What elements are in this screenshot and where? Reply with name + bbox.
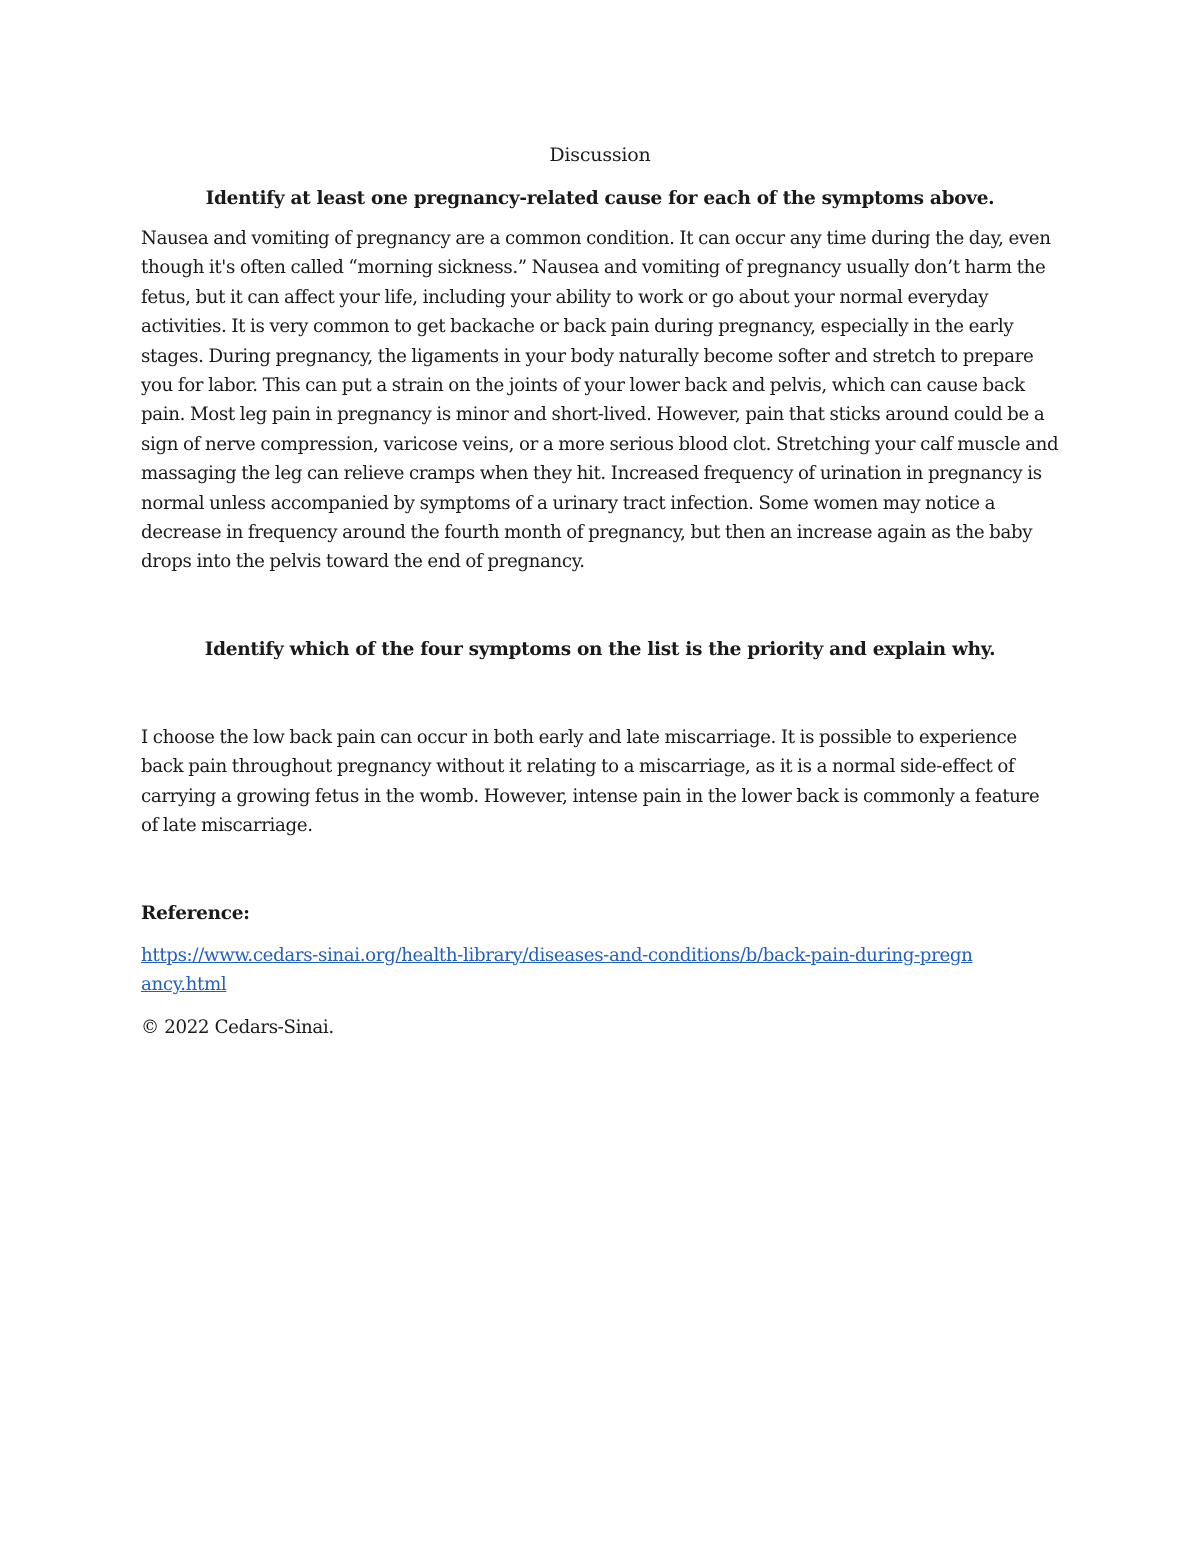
- document-title: Discussion: [549, 144, 651, 166]
- answer-1-paragraph: Nausea and vomiting of pregnancy are a common condition. It can occur any time during the day, even though it's often called “morning sickness.” Nausea and vomiting of pregnancy usually don’t harm the fetus, but it can affect your life, including your ability to work or go about your normal everyday activities. It is very common to get backache or back pain during pregnancy, especially in the early stages. During pregnancy, the ligaments in your body naturally become softer and stretch to prepare you for labor. This can put a strain on the joints of your lower back and pelvis, which can cause back pain. Most leg pain in pregnancy is minor and short-lived. However, pain that sticks around could be a sign of nerve compression, varicose veins, or a more serious blood clot. Stretching your calf muscle and massaging the leg can relieve cramps when they hit. Increased frequency of urination in pregnancy is normal unless accompanied by symptoms of a urinary tract infection. Some women may notice a decrease in frequency around the fourth month of pregnancy, but then an increase again as the baby drops into the pelvis toward the end of pregnancy.: [141, 228, 1059, 573]
- answer-2-paragraph: I choose the low back pain can occur in both early and late miscarriage. It is possible to experience back pain throughout pregnancy without it relating to a miscarriage, as it is a normal side-effect of carrying a growing fetus in the womb. However, intense pain in the lower back is commonly a feature of late miscarriage.: [141, 726, 1040, 837]
- reference-label: Reference:: [141, 902, 250, 924]
- reference-link[interactable]: https://www.cedars-sinai.org/health-library/diseases-and-conditions/b/back-pain-during-pregnancy.html: [141, 944, 973, 995]
- copyright-notice: © 2022 Cedars-Sinai.: [141, 1017, 334, 1039]
- question-2-heading: Identify which of the four symptoms on the list is the priority and explain why.: [204, 638, 996, 660]
- question-1-heading: Identify at least one pregnancy-related cause for each of the symptoms above.: [205, 188, 995, 209]
- document-content: [141, 140, 1059, 1043]
